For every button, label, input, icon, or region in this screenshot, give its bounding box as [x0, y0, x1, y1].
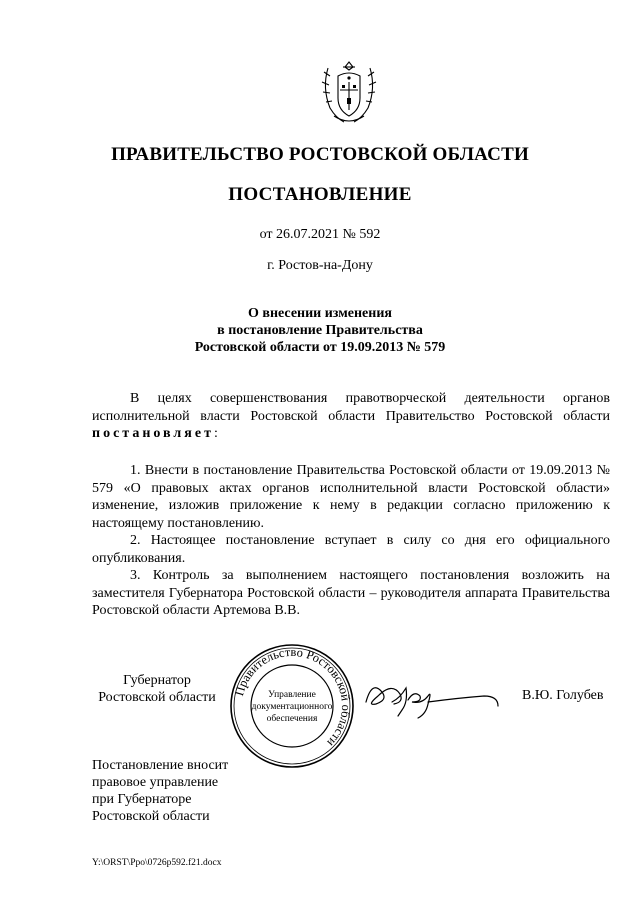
subject-line-2: в постановление Правительства — [217, 323, 423, 338]
submitter-line-2: правовое управление — [92, 775, 219, 790]
stamp-inner-line-3: обеспечения — [266, 714, 318, 724]
document-subject — [0, 305, 640, 356]
submitter-block — [92, 757, 228, 825]
submitter-line-1: Постановление вносит — [92, 758, 229, 773]
government-title: ПРАВИТЕЛЬСТВО РОСТОВСКОЙ ОБЛАСТИ — [111, 144, 529, 165]
stamp-ring-text: Правительство Ростовской области — [232, 644, 354, 750]
item-2-paragraph: 2. Настоящее постановление вступает в силу со дня его официального опубликования. — [92, 533, 610, 566]
position-line-2: Ростовской области — [98, 690, 216, 705]
stamp-inner-line-2: документационного — [251, 702, 333, 712]
document-city: г. Ростов-на-Дону — [267, 258, 373, 273]
item-1-paragraph: 1. Внести в постановление Правительства Ростовской области от 19.09.2013 № 579 «О правовых актах органов исполнительной власти Ростовской области» изменение, изложив приложение к нему в редакции согласно приложению к настоящему постановлению. — [92, 463, 610, 531]
subject-line-1: О внесении изменения — [248, 306, 392, 321]
preamble-paragraph — [92, 390, 610, 443]
stamp-inner-line-1: Управление — [268, 690, 316, 700]
submitter-line-3: при Губернаторе — [92, 792, 192, 807]
decree-colon: : — [213, 426, 218, 441]
handwritten-signature — [362, 672, 502, 722]
coat-of-arms-emblem — [314, 58, 384, 128]
position-line-1: Губернатор — [123, 673, 191, 688]
document-date-number: от 26.07.2021 № 592 — [259, 227, 381, 242]
subject-line-3: Ростовской области от 19.09.2013 № 579 — [194, 340, 446, 355]
document-type: ПОСТАНОВЛЕНИЕ — [228, 184, 412, 205]
official-stamp — [228, 642, 356, 770]
signatory-name: В.Ю. Голубев — [522, 688, 604, 703]
file-path: Y:\ORST\Ppo\0726p592.f21.docx — [92, 858, 222, 868]
preamble-text: В целях совершенствования правотворческой деятельности органов исполнительной власти Ростовской области Правительство Ростовской области — [92, 391, 610, 424]
decree-word: постановляет — [92, 426, 214, 441]
signatory-position — [92, 672, 222, 706]
submitter-line-4: Ростовской области — [92, 809, 210, 824]
item-3-paragraph: 3. Контроль за выполнением настоящего постановления возложить на заместителя Губернатора Ростовской области – руководителя аппарата Правительства Ростовской области Артемова В.В. — [92, 568, 610, 618]
